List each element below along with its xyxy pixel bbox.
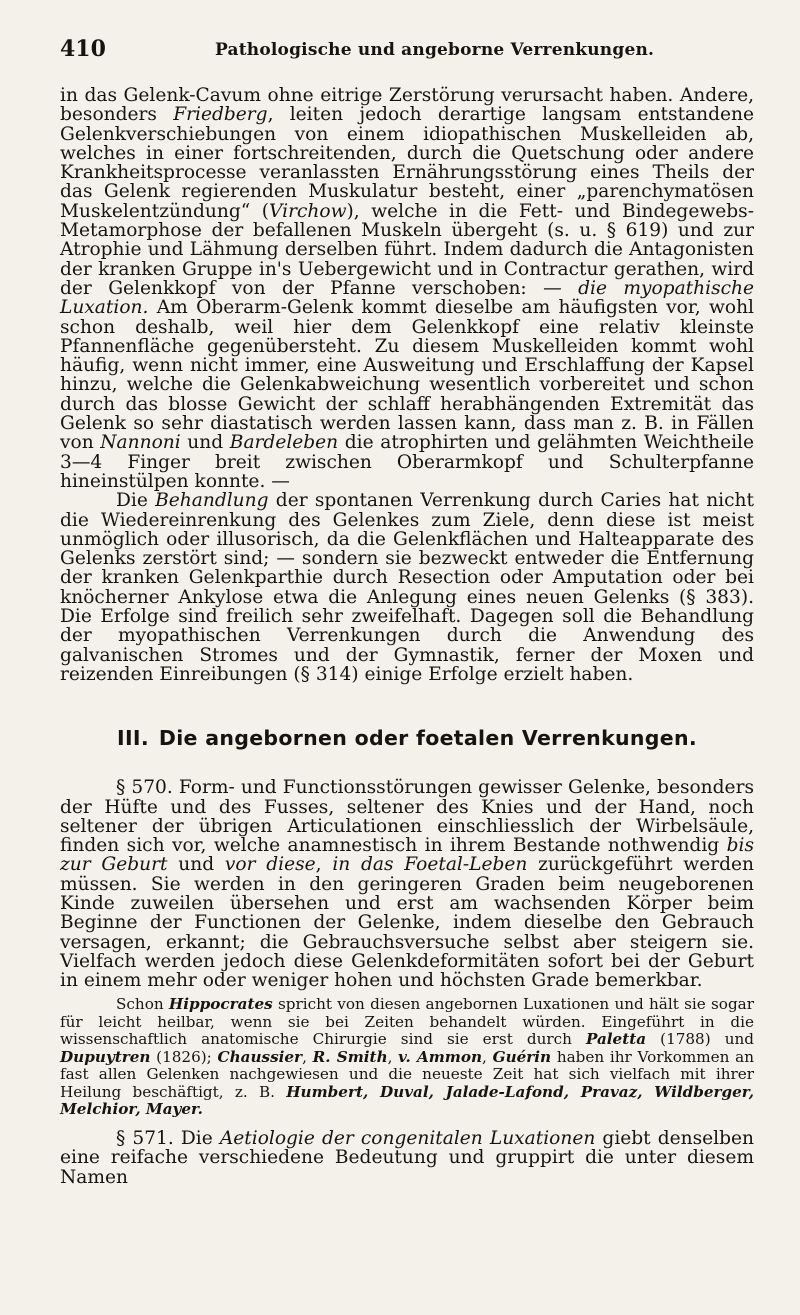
page-header [60,34,754,68]
running-title: Pathologische und angeborne Verrenkungen. [215,40,655,60]
historical-note: Schon Hippocrates spricht von diesen angebornen Luxationen und hält sie sogar für leicht heilbar, wenn sie bei Zeiten behandelt würden. Eingeführt in die wissenschaftlich anatomische Chirurgie sind sie erst durch Paletta (1788) und Dupuytren (1826); Chaussier, R. Smith, v. Ammon, Guérin haben ihr Vorkommen an fast allen Gelenken nachgewiesen und die neueste Zeit hat sich vielfach mit ihrer Heilung beschäftigt, z. B. Humbert, Duval, Jalade-Lafond, Pravaz, Wildberger, Melchior, Mayer. [60,995,754,1119]
page-number: 410 [60,36,106,62]
page-body [60,86,754,1187]
paragraph-treatment: Die Behandlung der spontanen Verrenkung durch Caries hat nicht die Wiedereinrenkung des Gelenkes zum Ziele, denn diese ist meist unmöglich oder illusorisch, da die Gelenkflächen und Halteapparate des Gelenks zerstört sind; — sondern sie bezweckt entweder die Entfernung der kranken Gelenkparthie durch Resection oder Amputation oder bei knöcherner Ankylose etwa die Anlegung eines neuen Gelenks (§ 383). Die Erfolge sind freilich sehr zweifelhaft. Dagegen soll die Behandlung der myopathischen Verrenkungen durch die Anwendung des galvanischen Stromes und der Gymnastik, ferner der Moxen und reizenden Einreibungen (§ 314) einige Erfolge erzielt haben. [60,490,754,685]
paragraph-section-571: § 571. Die Aetiologie der congenitalen Luxationen giebt denselben eine reifache verschiedene Bedeutung und gruppirt die unter diesem Namen [60,1127,754,1188]
section-numeral: III. [117,726,149,751]
section-heading [60,726,754,750]
paragraph-myopathic-luxation: in das Gelenk-Cavum ohne eitrige Zerstörung verursacht haben. Andere, besonders Friedberg, leiten jedoch derartige langsam entstandene Gelenkverschiebungen von einem idiopathischen Muskelleiden ab, welches in einer fortschreitenden, durch die Quetschung oder andere Krankheitsprocesse veranlassten Ernährungsstörung eines Theils der das Gelenk regierenden Muskulatur besteht, einer „parenchymatösen Muskelentzündung“ (Virchow), welche in die Fett- und Bindegewebs-Metamorphose der befallenen Muskeln übergeht (s. u. § 619) und zur Atrophie und Lähmung derselben führt. Indem dadurch die Antagonisten der kranken Gruppe in's Uebergewicht und in Contractur gerathen, wird der Gelenkkopf von der Pfanne verschoben: — die myopathische Luxation. Am Oberarm-Gelenk kommt dieselbe am häufigsten vor, wohl schon deshalb, weil hier dem Gelenkkopf eine relativ kleinste Pfannenfläche gegenübersteht. Zu diesem Muskelleiden kommt wohl häufig, wenn nicht immer, eine Ausweitung und Erschlaffung der Kapsel hinzu, welche die Gelenkabweichung wesentlich vorbereitet und schon durch das blosse Gewicht der schlaff herabhängenden Extremität das Gelenk so sehr diastatisch werden lassen kann, dass man z. B. in Fällen von Nannoni und Bardeleben die atrophirten und gelähmten Weichtheile 3—4 Finger breit zwischen Oberarmkopf und Schulterpfanne hineinstülpen konnte. — [60,85,754,492]
paragraph-section-570: § 570. Form- und Functionsstörungen gewisser Gelenke, besonders der Hüfte und des Fusses, seltener des Knies und der Hand, noch seltener der übrigen Articulationen einschliesslich der Wirbelsäule, finden sich vor, welche anamnestisch in ihrem Bestande nothwendig bis zur Geburt und vor diese, in das Foetal-Leben zurückgeführt werden müssen. Sie werden in den geringeren Graden beim neugeborenen Kinde zuweilen übersehen und erst am wachsenden Körper beim Beginne der Functionen der Gelenke, indem dieselbe den Gebrauch versagen, erkannt; die Gebrauchsversuche selbst aber steigern sie. Vielfach werden jedoch diese Gelenkdeformitäten sofort bei der Geburt in einem mehr oder weniger hohen und höchsten Grade bemerkbar. [60,777,754,992]
section-title: Die angebornen oder foetalen Verrenkungen. [158,726,697,751]
